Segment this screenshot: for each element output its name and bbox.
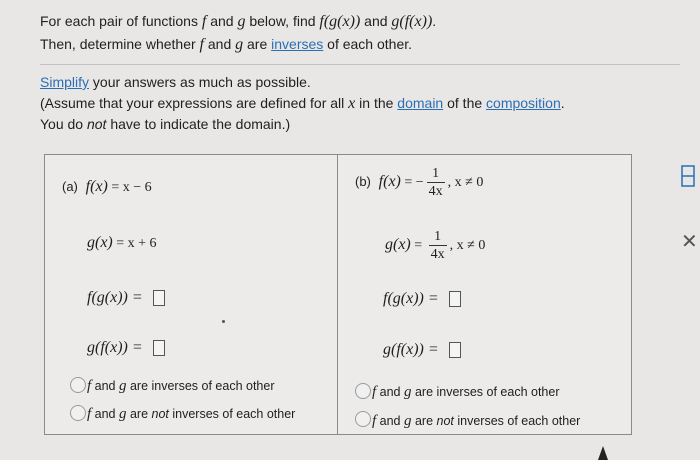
part-a-g-definition: g(x) = x + 6 bbox=[87, 234, 157, 251]
part-a-fg-row: f(g(x)) = bbox=[87, 289, 165, 307]
part-a-not-inverses-radio[interactable] bbox=[70, 405, 86, 421]
part-a-gf-answer-input[interactable] bbox=[153, 340, 165, 356]
part-a-fg-answer-input[interactable] bbox=[153, 290, 165, 306]
instruction-line-1: Simplify your answers as much as possible. bbox=[40, 74, 311, 90]
part-a-inverses-option[interactable]: f and g are inverses of each other bbox=[87, 378, 275, 394]
part-b-f-definition: (b) f(x) = − $\frac{1}{4x}$ , x ≠ 0 bbox=[355, 166, 484, 199]
part-b-inverses-option[interactable]: f and g are inverses of each other bbox=[372, 384, 560, 400]
part-b-g-fraction: $\frac{1}{4x}$ bbox=[430, 229, 445, 262]
divider-line bbox=[40, 64, 680, 65]
part-a-inverses-radio[interactable] bbox=[70, 377, 86, 393]
column-divider bbox=[337, 154, 338, 434]
cursor-icon bbox=[598, 446, 608, 460]
part-b-not-inverses-option[interactable]: f and g are not inverses of each other bbox=[372, 413, 581, 429]
domain-link[interactable]: domain bbox=[397, 95, 444, 111]
inverses-link[interactable]: inverses bbox=[271, 36, 324, 52]
part-b-not-inverses-radio[interactable] bbox=[355, 411, 371, 427]
composition-link[interactable]: composition bbox=[486, 95, 561, 111]
part-b-f-fraction: $\frac{1}{4x}$ bbox=[428, 166, 443, 199]
intro-line-1: For each pair of functions f and g below, find f(g(x)) and g(f(x)). bbox=[40, 13, 437, 30]
close-icon[interactable]: ✕ bbox=[681, 231, 698, 253]
part-b-gf-answer-input[interactable] bbox=[449, 342, 461, 358]
part-b-fg-row: f(g(x)) = bbox=[383, 290, 461, 308]
part-b-inverses-radio[interactable] bbox=[355, 383, 371, 399]
part-b-fg-answer-input[interactable] bbox=[449, 291, 461, 307]
simplify-link[interactable]: Simplify bbox=[40, 74, 90, 90]
part-a-f-definition: (a) f(x) = x − 6 bbox=[62, 178, 152, 195]
stray-dot bbox=[222, 320, 225, 323]
part-a-gf-row: g(f(x)) = bbox=[87, 339, 165, 357]
instruction-line-3: You do not have to indicate the domain.) bbox=[40, 116, 291, 132]
book-icon[interactable] bbox=[681, 165, 695, 187]
part-b-g-definition: g(x) = $\frac{1}{4x}$ , x ≠ 0 bbox=[385, 229, 486, 262]
instruction-line-2: (Assume that your expressions are defined for all x in the domain of the composition. bbox=[40, 95, 565, 112]
part-b-gf-row: g(f(x)) = bbox=[383, 341, 461, 359]
part-a-not-inverses-option[interactable]: f and g are not inverses of each other bbox=[87, 406, 296, 422]
intro-line-2: Then, determine whether f and g are inverses of each other. bbox=[40, 36, 413, 53]
